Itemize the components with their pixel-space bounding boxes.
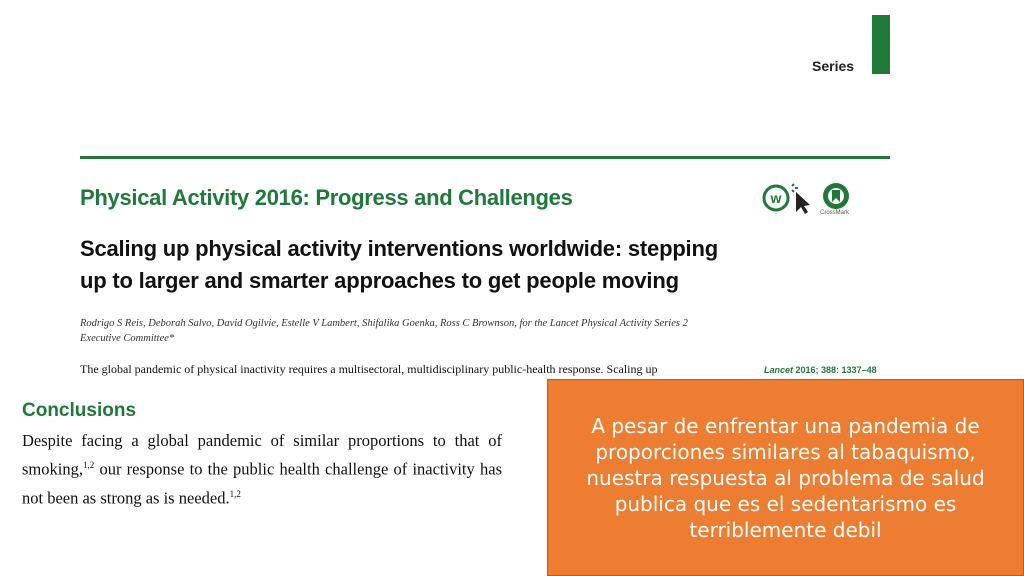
citation-journal: Lancet	[764, 365, 794, 375]
conclusions-part: our response to the public health challenge of inactivity has not been as strong as is needed.	[22, 459, 502, 507]
crossmark-label: CrossMark	[820, 210, 850, 216]
article-title	[80, 233, 780, 297]
svg-text:w: w	[770, 190, 782, 206]
conclusions-heading: Conclusions	[22, 400, 137, 421]
abstract-text: The global pandemic of physical inactivity requires a multisectoral, multidisciplinary public-health response. Scaling up	[80, 362, 658, 376]
citation	[764, 365, 877, 375]
callout-text: A pesar de enfrentar una pandemia de proporciones similares al tabaquismo, nuestra respuesta al problema de salud publica que es el sedentarismo es terriblemente debil	[586, 413, 985, 542]
citation-details: 2016; 388: 1337–48	[793, 365, 877, 375]
series-title: Physical Activity 2016: Progress and Challenges	[80, 185, 573, 210]
series-marker-bar	[872, 15, 890, 74]
translation-callout	[547, 379, 1024, 576]
header-rule	[80, 156, 890, 159]
reference-marker: 1,2	[229, 488, 241, 499]
conclusions-text	[22, 428, 502, 510]
author-line: Rodrigo S Reis, Deborah Salvo, David Ogilvie, Estelle V Lambert, Shifalika Goenka, Ross C Brownson, for the Lancet Physical Activity Series 2	[80, 318, 688, 329]
author-list	[80, 316, 740, 346]
open-access-icon[interactable]	[762, 182, 818, 214]
conclusions-part: Despite facing a global pandemic of similar proportions to that of smoking,	[22, 431, 502, 479]
series-label: Series	[812, 58, 855, 74]
article-title-line: Scaling up physical activity interventions worldwide: stepping	[80, 236, 718, 261]
reference-marker: 1,2	[82, 460, 95, 470]
author-line: Executive Committee*	[80, 333, 175, 344]
article-title-line: up to larger and smarter approaches to get people moving	[80, 268, 679, 293]
